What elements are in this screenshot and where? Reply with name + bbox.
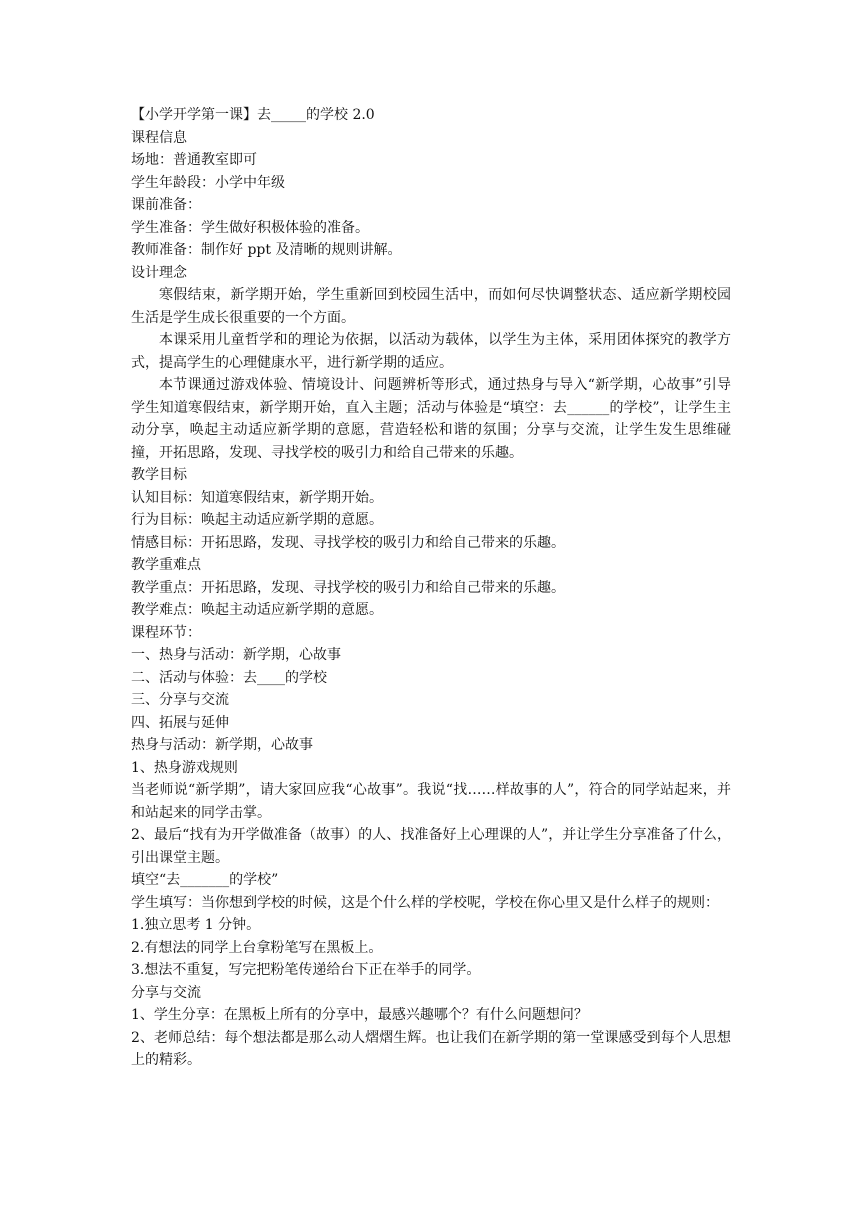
share-heading: 分享与交流 (131, 984, 201, 1001)
goal-cognitive: 认知目标：知道寒假结束，新学期开始。 (131, 489, 383, 506)
design-paragraph-3: 本节课通过游戏体验、情境设计、问题辨析等形式，通过热身与导入“新学期，心故事”引导学生知道寒假结束，新学期开始，直入主题；活动与体验是“填空：去______的学校”，让学生主动分享，唤起主动适应新学期的意愿，营造轻松和谐的氛围；分享与交流，让学生发生思维碰撞，开拓思路，发现、寻找学校的吸引力和给自己带来的乐趣。 (131, 377, 731, 461)
grade-line: 学生年龄段：小学中年级 (131, 174, 285, 191)
process-step-4: 四、拓展与延伸 (131, 714, 229, 731)
difficult-point-line: 教学难点：唤起主动适应新学期的意愿。 (131, 602, 383, 618)
goal-behavior: 行为目标：唤起主动适应新学期的意愿。 (131, 512, 383, 528)
prep-heading: 课前准备： (131, 197, 201, 213)
rule-1: 1.独立思考 1 分钟。 (131, 917, 261, 933)
share-item-2: 2、老师总结：每个想法都是那么动人熠熠生辉。也让我们在新学期的第一堂课感受到每个人思想上的精彩。 (131, 1029, 731, 1068)
design-paragraph-1: 寒假结束，新学期开始，学生重新回到校园生活中，而如何尽快调整状态、适应新学期校园生活是学生成长很重要的一个方面。 (131, 287, 731, 326)
warmup-rules-heading: 1、热身游戏规则 (131, 759, 238, 776)
rule-2: 2.有想法的同学上台拿粉笔写在黑板上。 (131, 939, 383, 956)
rule-3: 3.想法不重复，写完把粉笔传递给台下正在举手的同学。 (131, 962, 481, 978)
document-page (131, 104, 731, 1072)
fill-blank-heading: 填空“去_______的学校” (131, 872, 279, 888)
warmup-paragraph-2: 2、最后“找有为开学做准备（故事）的人、找准备好上心理课的人”，并让学生分享准备了什么，引出课堂主题。 (131, 827, 731, 866)
goals-heading: 教学目标 (131, 467, 187, 483)
teacher-prep-line: 教师准备：制作好 ppt 及清晰的规则讲解。 (131, 242, 402, 258)
course-info-heading: 课程信息 (131, 129, 187, 146)
student-prep-line: 学生准备：学生做好积极体验的准备。 (131, 219, 369, 236)
process-step-1: 一、热身与活动：新学期，心故事 (131, 647, 341, 663)
keypoints-heading: 教学重难点 (131, 557, 201, 573)
document-title: 【小学开学第一课】去_____的学校 2.0 (131, 107, 375, 123)
venue-line: 场地：普通教室即可 (131, 152, 257, 168)
process-step-2: 二、活动与体验：去____的学校 (131, 669, 327, 686)
process-step-3: 三、分享与交流 (131, 692, 229, 708)
design-paragraph-2: 本课采用儿童哲学和的理论为依据，以活动为载体，以学生为主体，采用团体探究的教学方式，提高学生的心理健康水平，进行新学期的适应。 (131, 332, 731, 371)
warmup-heading: 热身与活动：新学期，心故事 (131, 737, 313, 753)
design-heading: 设计理念 (131, 264, 187, 281)
key-point-line: 教学重点：开拓思路，发现、寻找学校的吸引力和给自己带来的乐趣。 (131, 579, 565, 596)
warmup-paragraph-1: 当老师说“新学期”，请大家回应我“心故事”。我说“找……样故事的人”，符合的同学站起来，并和站起来的同学击掌。 (131, 782, 731, 821)
goal-emotion: 情感目标：开拓思路，发现、寻找学校的吸引力和给自己带来的乐趣。 (131, 534, 565, 551)
share-item-1: 1、学生分享：在黑板上所有的分享中，最感兴趣哪个？有什么问题想问？ (131, 1007, 588, 1023)
process-heading: 课程环节： (131, 624, 201, 641)
fill-blank-paragraph: 学生填写：当你想到学校的时候，这是个什么样的学校呢，学校在你心里又是什么样子的规则： (131, 894, 719, 911)
